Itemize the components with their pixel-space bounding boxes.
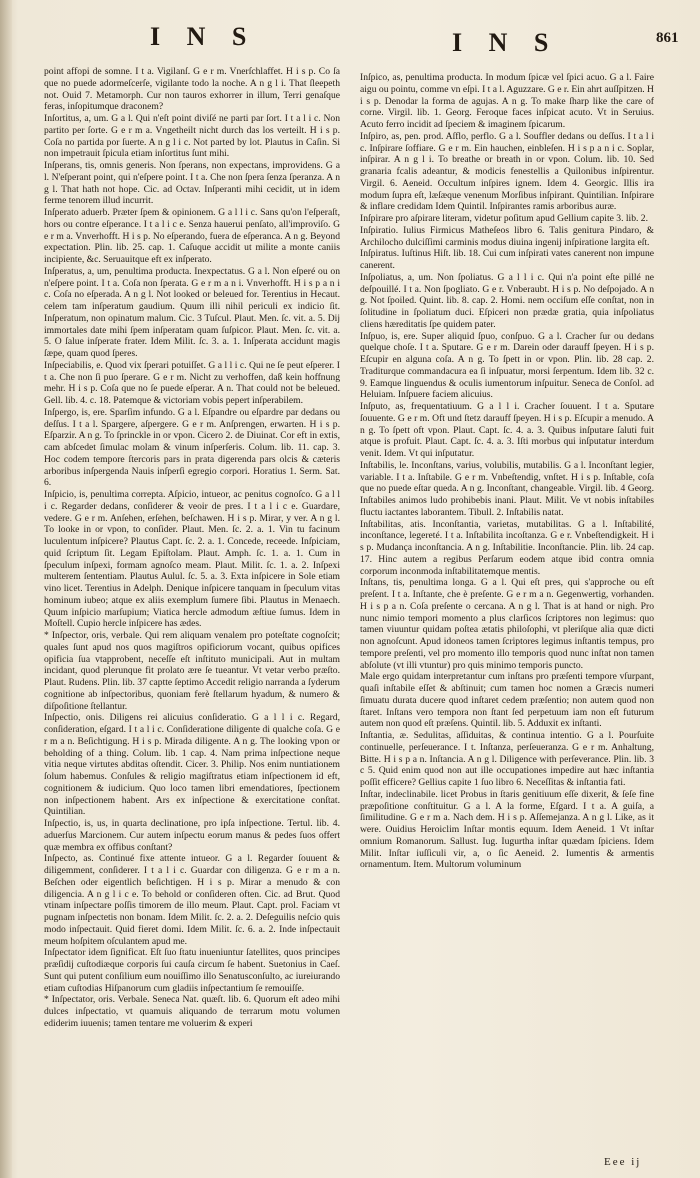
dictionary-entry: Inſtantia, æ. Sedulitas, aſſiduitas, & continua intentio. G a l. Pourſuite continuelle, perſeuerance. I t. Inſtanza, perſeueranza. G e r m. Anhaltung, Bitte. H i s p a n. Inſtancia. A n g l. Diligence with perſeverance. Plin. lib. 3 c 5. Quid enim quod non aut ille occupationes impedire aut hæc inſtantia poſſit efficere? Gellius capite 1 ſuo libro 6. Neceſſitas & inſtantia fati. xyxy=(360,730,654,788)
dictionary-entry: Inſtar, indeclinabile. licet Probus in ſtaris genitiuum eſſe dixerit, & ſeſe fine præpoſitione conſtituitur. G a l. A la forme, Eſgard. I t a. A guiſa, a ſimilitudine. G e r m a. Nach dem. H i s p. Aſſemejanza. A n g l. Like, as it were. Ouidius Heroiclim Inſtar montis equum. Idem Aeneid. 1 Vt inſtar omnium Romanorum. Sallust. Iug. Iugurtha inſtar quædam ſpiciens. Idem Milit. Inſtar iuſſiculi vir, a, o ſic Aeneid. 2. Iumentis & armentis ornamentum. Item. Multorum voluminum xyxy=(360,788,654,871)
dictionary-entry: Inſpoliatus, a, um. Non ſpoliatus. G a l l i c. Qui n'a point eſte pillé ne deſpouillé. I t a. Non ſpogliato. G e r. Vnberaubt. H i s p. No deſpojado. A n g. Not ſpoiled. Quint. lib. 8. cap. 2. Homi. nem occiſum eſſe conſtat, non in ſolitudine in ſpoliatum duci. Eſpiceri non prædæ gratia, quia inſpoliatus cliens hæreditatis ſpe quidem pater. xyxy=(360,271,654,330)
dictionary-entry: Inſperans, tis, omnis generis. Non ſperans, non expectans, improvidens. G a l. N'eſperant point, qui n'eſpere point. I t a. Che non ſpera ſenza ſperanza. A n g l. That hath not hope. Cic. ad Octav. Inſperanti mihi cecidit, ut in idem ferme tenorem illud incurrit. xyxy=(44,160,340,207)
dictionary-entry: Inſortitus, a, um. G a l. Qui n'eſt point diviſé ne parti par ſort. I t a l i c. Non partito per ſorte. G e r m a. Vngetheilt nicht durch das los verteilt. H i s p. Coſa no partida por ſuerte. A n g l i c. Not parted by lot. Plautus in Caſin. Si non impetrauit ſpicula etiam inſortitus ſunt mihi. xyxy=(44,113,340,160)
dictionary-entry: Inſpectio, is, us, in quarta declinatione, pro ipſa inſpectione. Tertul. lib. 4. aduerſus Marcionem. Cur autem inſpectu eorum manus & pedes ſuos offert quæ membra ex offibus conſtant? xyxy=(44,818,340,853)
header-right-guideword: I N S xyxy=(452,28,559,57)
binding-edge xyxy=(0,0,12,1178)
dictionary-entry: Inſputo, as, frequentatiuum. G a l l i. Cracher ſouuent. I t a. Sputare ſouuente. G e r m. Oft und ſtetz darauff ſpeyen. H i s p. Eſcupir a menudo. A n g. To ſpett oft vpon. Plaut. Capt. ſc. 4. a. 3. Quibus inſputare ſaluti fuit atque is profuit. Plaut. Capt. ſc. 4. a. 3. Iſti morbus qui inſputatur interdum venit. Idem. Vt qui inſputatur. xyxy=(360,401,654,459)
dictionary-entry: Inſpecto, as. Continué fixe attente intueor. G a l. Regarder ſouuent & diligemment, conſiderer. I t a l i c. Guardar con diligenza. G e r m a n. Beſchen oder eigentlich beſichtigen. H i s p. Mirar a menudo & con diligencia. A n g l i c e. To behold or conſideren often. Cic. ad Brut. Quod vtinam inſpectare poſſis timorem de illo meum. Plaut. Capt. prol. Faciam vt pugnam inſpectetis non bonam. Idem Milit. ſc. 2. a. 2. Deſeguilis neſcio quis modo inſpectauit. Quid fieret domi. Idem Milit. ſc. 6. a. 2. Inde inſpectauit meum hoſpitem oſculantem apud me. xyxy=(44,853,340,947)
dictionary-entry: Inſpeciabilis, e. Quod vix ſperari potuiſſet. G a l l i c. Qui ne ſe peut eſperer. I t a. Che non ſi puo ſperare. G e r m. Nicht zu verhoffen, daß kein hoffnung mehr. H i s p. Coſa que no ſe puede eſperar. A n. That could not be beleued. Gell. lib. 4. c. 18. Patemque & victoriam vobis pepert inſperabilem. xyxy=(44,359,340,406)
right-column xyxy=(360,72,654,1166)
left-column xyxy=(44,66,340,1160)
dictionary-entry: Inſpirare pro aſpirare literam, videtur poſitum apud Gellium capite 3. lib. 2. xyxy=(360,213,648,224)
dictionary-entry: Inſpiratio. Iulius Firmicus Matheſeos libro 6. Talis genitura Pindaro, & Archilocho dulciſſimi carminis modus diuina ingenij inſpiratione largita eſt. xyxy=(360,224,654,248)
dictionary-entry: Male ergo quidam interpretantur cum inſtans pro præſenti tempore vſurpant, quaſi inſtabile eſſet & abſtinuit; cum tamen hoc nomen a Græcis numeri ſimuatu durata ducere quod inſtaret cedem præſentio; non autem quod non ſtaret. Inſtans vero tempora non ſtant ſed perpetuum iam non eſt futurum autem non quod eſt præſens. Quintil. lib. 5. Adduxit ex inſtanti. xyxy=(360,671,654,730)
dictionary-entry: Inſpectio, onis. Diligens rei alicuius conſideratio. G a l l i c. Regard, conſideration, eſgard. I t a l i c. Conſideratione diligente di qualche coſa. G e r m a n. Beſichtigung. H i s p. Mirada diligente. A n g. The looking vpon or beholding of a thing. Colum. lib. 1 cap. 4. Nam prima inſpectione neque vitia neque virtutes abditas oſtendit. Cicer. 3. Philip. Nos enim nuntiationem ſolum habemus. Conſules & religio magiſtratus etiam inſpectionem id eft, cognitionem & iudicium. Quo loco tamen libri emendatiores, ſpectionem non inſpectionem habent. Ars ex inſpectione & exercitatione conſtat. Quintilian. xyxy=(44,712,340,818)
dictionary-entry: Inſpico, as, penultima producta. In modum ſpicæ vel ſpici acuo. G a l. Faire aigu ou pointu, comme vn eſpi. I t a l. Aguzzare. G e r. Ein ahrt auſſpitzen. H i s p. Denodar la forma de agujas. A n g. To make ſharp like the care of corne. Virgil. lib. 1. Georg. Feroque faces inſpicat acuto. Vt in Seruius. Acuto ferro incidit ad ſpeciem & imaginem ſpicarum. xyxy=(360,72,654,130)
dictionary-entry: Inſpiro, as, pen. prod. Aſflo, perflo. G a l. Souffler dedans ou deſſus. I t a l i c. Inſpirare ſoffiare. G e r m. Ein hauchen, einbleſen. H i s p a n i c. Soplar, inſpirar. A n g l i. To breathe or breath in or vpon. Colum. lib. 10. Sed granaria fcalis adeantur, & modicis fenestellis a Quilonibus inſpirentur. Virgil. 6. Aeneid. Occultum inſpires ignem. Idem 4. Georgic. Illis ira modum ſupra eſt, læſæque venenum Morſibus inſpirant. Quintilian. Inſpirare & inflare credidam Idem Quintil. Inſpirantes ramis arboribus auræ. xyxy=(360,130,654,213)
dictionary-entry: * Inſpectator, oris. Verbale. Seneca Nat. quæſt. lib. 6. Quorum eſt adeo mihi dulces inſpectatio, vt quamuis aliquando de terrarum motu volumen ediderim iuuenis; tamen tentare me voluerim & experi xyxy=(44,994,340,1029)
dictionary-entry: Inſpectator idem ſignificat. Eſt ſuo ſtatu inueniuntur ſatellites, quos principes præſidij cuſtodiæque corporis ſui cauſa circum ſe habent. Suetonius in Caeſ. Sunt qui putent conſilium eum nouiſſimo illo Senatusconſulto, ac iureiurando etiam cuſtodias Hiſpanorum cum gladiis inſpectantium ſe remouiſſe. xyxy=(44,947,340,994)
dictionary-entry: * Inſpector, oris, verbale. Qui rem aliquam venalem pro poteſtate cognoſcit; quales ſunt apud nos quos magiſtros opificiorum vocant, quibus opifices opificia ſua vtapprobent, neceſſe eſt inſtituto municipali. Aut in multam incidant, quod plerunque fit prolato ære ſe tueantur. Vt vetar verbo præſto. Plaut. Rudens. Plin. lib. 37 captte ſeptimo Accedit religio narranda a ſyderum cognitione ab inſpectoribus, quoniam ferè ſtellarum hyadum, & numero & diſpoſitione ſtellantur. xyxy=(44,630,340,712)
dictionary-entry: Inſtabilitas, atis. Inconſtantia, varietas, mutabilitas. G a l. Inſtabilité, inconſtance, legereté. I t a. Inſtabilita incoſtanza. G e r. Vnbeſtendigkeit. H i s p. Mudança inconſtancia. A n g. Inſtabilitie. Inconſtancie. Plin. lib. 24 cap. 17. Hinc autem a regibus Perſarum eodem atque ibid contra omnia corporum inconmoda inſtabilitatemque mentis. xyxy=(360,518,654,577)
dictionary-entry: Inſtabilis, le. Inconſtans, varius, volubilis, mutabilis. G a l. Inconſtant legier, variable. I t a. Inſtabile. G e r m. Vnbeſtendig, vnſtet. H i s p. Inſtable, coſa que no puede eſtar queda. A n g. Inconſtant, changeable. Virgil. lib. 4 Georg. Inſtabiles animos ludo prohibebis inani. Plaut. Milit. Ve vt nobis inſtabiles fluctu iactantes laborantem. Tibull. 2. Inſtabilis natat. xyxy=(360,459,654,518)
dictionary-entry: Inſpicio, is, penultima correpta. Aſpicio, intueor, ac penitus cognoſco. G a l l i c. Regarder dedans, conſiderer & veoir de pres. I t a l i c e. Guardare, vedere. G e r m. Anſehen, erſehen, beſchawen. H i s p. Mirar, y ver. A n g l. To looke in or vpon, to conſider. Plaut. Men. ſc. 2. a. 1. Vin tu facinum luculentum inſpicere? Plautus Capt. ſc. 2. a. 1. Concede, receede. Inſpiciam, quid ſcriptum ſit. Legam Epiſtolam. Plaut. Amph. ſc. 1. a. 1. Cum in ſpeculum inſpexi, formam agnoſco meam. Plaut. Milit. ſc. 1. a. 2. Inſpexi multerem ſententiam. Plautus Aulul. ſc. 5. a. 3. Exta inſpicere in Sole etiam vino licet. Terentius in Adelph. Denique inſpicere tanquam in ſpeculum vitas hominum iubeo; atque ex aliis exemplum ſumere ſibi. Plautus in Menaech. Quum inſpicio marſupium; Viatica hercle admodum æſtiue ſumus. Idem in Moſtell. Cupio hercle inſpicere has ædes. xyxy=(44,489,340,630)
header-left-guideword: I N S xyxy=(150,22,257,51)
dictionary-entry: Inſtans, tis, penultima longa. G a l. Qui eſt pres, qui s'approche ou eſt preſent. I t a. Inſtante, che è preſente. G e r m a n. Gegenwertig, vorhanden. H i s p a n. Coſa preſente o cercana. A n g l. That is at hand or nigh. Pro nunc nimio tempori momento a plus clarſicos ſcriptores non legimus: quo tamen viuuntur quidam poſtea ætatis philoſophi, vt pleriſque alia quæ dicti non agnoſcunt. Apud idoneos tamen ſcriptores legimus inſtantis tempus, pro tempore preſenti, vel pro momento illo temporis quod nunc inſtat non tamen abſolute (vt illi vtuntur) pro quis minimo temporis puncto. xyxy=(360,577,654,671)
dictionary-entry: point affopi de somne. I t a. Vigilanſ. G e r m. Vnerſchlaffet. H i s p. Co ſa que no puede adormeſcerſe, vigilante todo la noche. A n g l i. That ſleepeth not. Ouid 7. Metamorph. Cur non tauros exhorrer in illum, Terri genaſque feras, inſopitumque draconem? xyxy=(44,66,340,113)
dictionary-entry: Inſperatus, a, um, penultima producta. Inexpectatus. G a l. Non eſperé ou on n'eſpere point. I t a. Coſa non ſperata. G e r m a n i. Vnverhofft. H i s p a n i c. Coſa no eſperada. A n g l. Not looked or beleued for. Terentius in Hecaut. celem tam inſperatum gaudium. Quum illi nihil periculi ex indicio ſit. Inſperatum, non opinatum malum. Cic. 3 Tuſcul. Plaut. Men. ſc. vit. a. 5. Dij immortales date mihi ſpem inſperatam quam ſuſpicor. Plaut. Men. ſc. vit. a. 5. O ſalue inſperate frater. Idem Milit. ſc. 3. a. 1. Inſperata accidunt magis ſæpe, quam quod ſperes. xyxy=(44,265,340,359)
running-header xyxy=(0,22,700,66)
signature-mark: Eee ij xyxy=(604,1156,642,1168)
dictionary-entry: Inſpergo, is, ere. Sparſim infundo. G a l. Eſpandre ou eſpardre par dedans ou deſſus. I t a l. Spargere, aſpergere. G e r m. Anſprengen, erwarten. H i s p. Eſparzir. A n g. To ſprinckle in or vpon. Cicero 2. de Diuinat. Cor eft in extis, cam abſcedet ſimulac molam & vinum inſperſeris. Colum. lib. 11. cap. 3. Hoc codem tempore ſtercoris pars in prata digerenda pars olcis & cæteris arboribus inſpergenda Nauis inſperſi egregio corpori. Horatius 1. Serm. Sat. 6. xyxy=(44,406,340,489)
page-number: 861 xyxy=(656,30,679,46)
dictionary-entry: Inſpiratus. Iuſtinus Hiſt. lib. 18. Cui cum inſpirati vates canerent non impune canerent. xyxy=(360,248,654,271)
dictionary-entry: Inſpuo, is, ere. Super aliquid ſpuo, conſpuo. G a l. Cracher ſur ou dedans quelque choſe. I t a. Sputare. G e r m. Darein oder darauff ſpeyen. H i s p. Eſcupir en alguna coſa. A n g. To ſpett in or vpon. Plin. lib. 28 cap. 2. Traditurque commandacura ea ſi inſpuatur, morsi ſerpentum. Idem lib. 32 c. 9. Eamque linguendus & oculis iumentorum inſpuitur. Seneca de Conſol. ad Heluiam. Inſpuere faciem alicuius. xyxy=(360,330,654,401)
dictionary-entry: Inſperato aduerb. Præter ſpem & opinionem. G a l l i c. Sans qu'on l'eſperaſt, hors ou contre eſperance. I t a l i c e. Senza hauerui penſato, all'improviſo. G e r m a. Vnverhofft. H i s p. No eſperando, fuera de eſperanca. A n g. Beyond expectation. Plin. lib. 25. cap. 1. Caſuque accidit ut milite a monte caniis incipiente, &c. Seruauitque eft ex inſperato. xyxy=(44,207,340,265)
